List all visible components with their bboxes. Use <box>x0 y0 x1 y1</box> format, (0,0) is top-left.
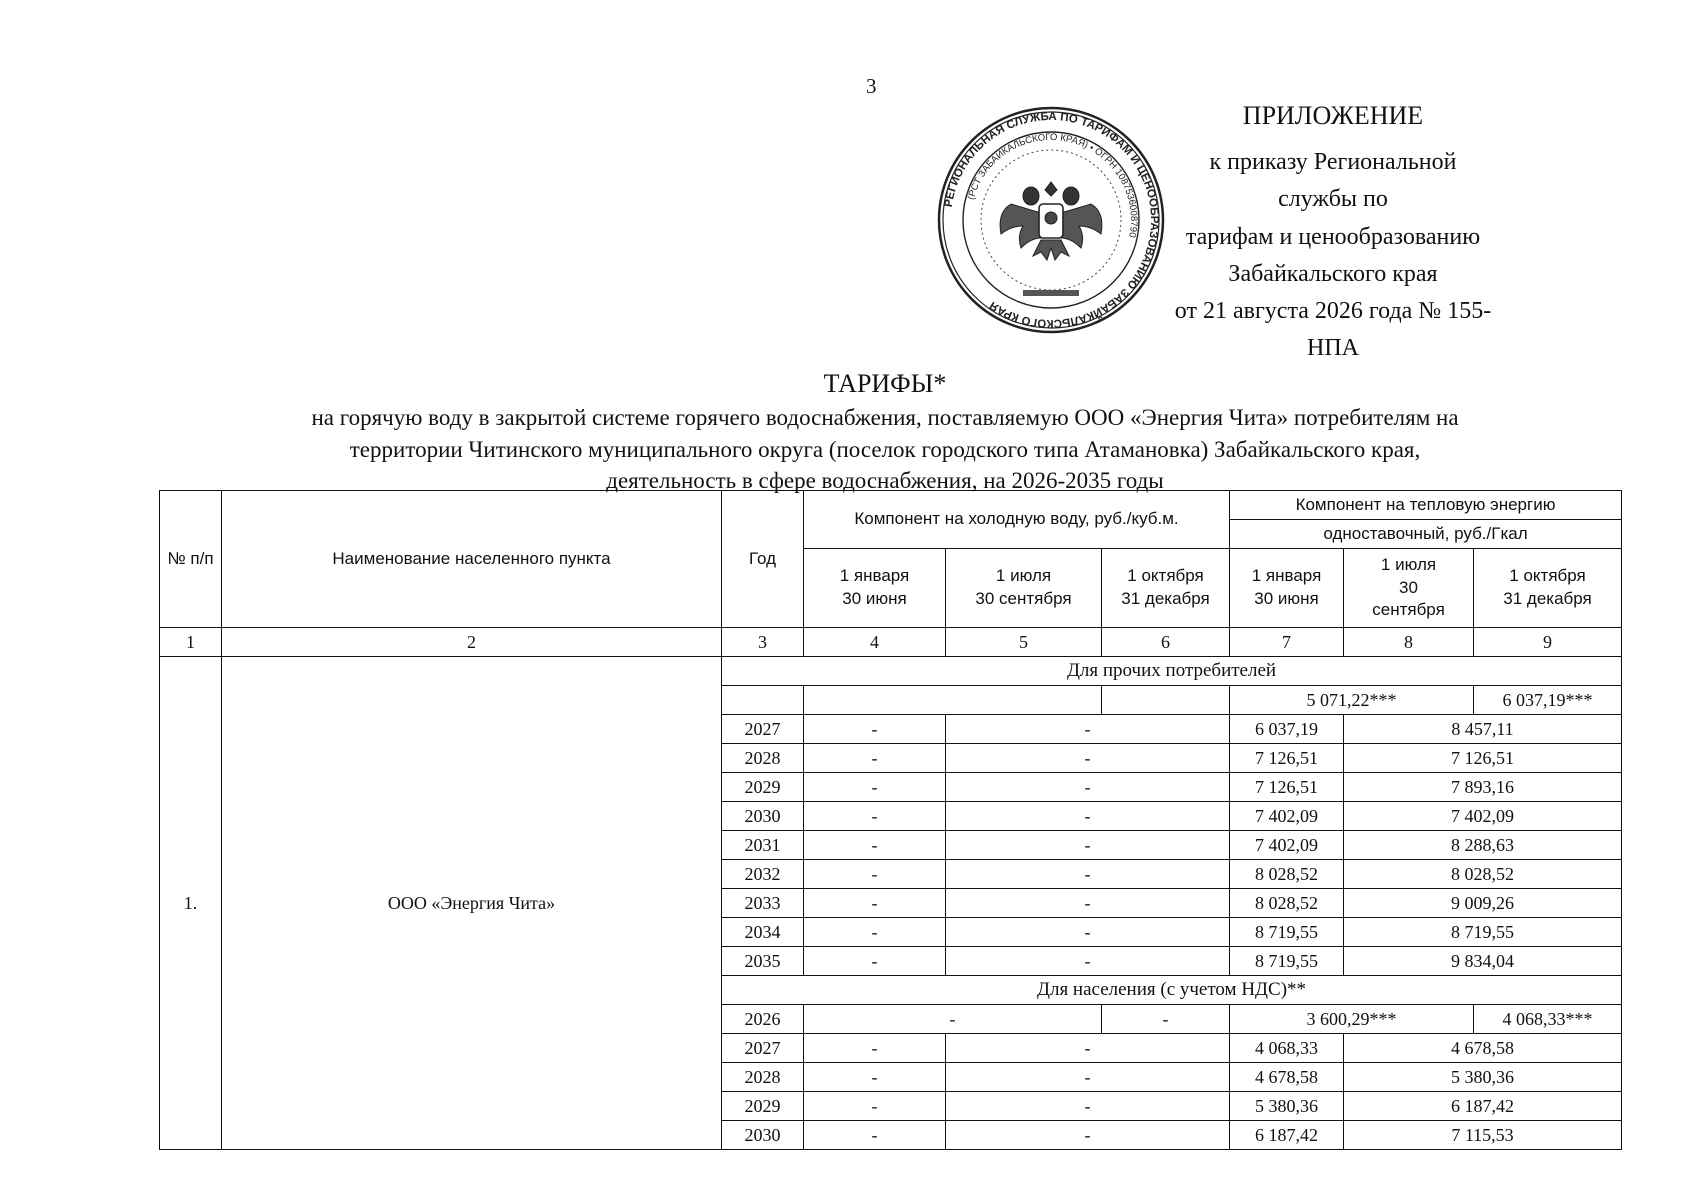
heat-cell: 7 115,53 <box>1344 1121 1622 1150</box>
cold-cell: - <box>804 947 946 976</box>
header-period: 1 июля 30 сентября <box>946 549 1102 628</box>
heat-cell: 8 028,52 <box>1230 889 1344 918</box>
double-headed-eagle-emblem <box>1000 182 1102 260</box>
heat-cell: 8 028,52 <box>1230 860 1344 889</box>
cold-cell: - <box>946 831 1230 860</box>
year-cell: 2028 <box>722 1063 804 1092</box>
heat-cell: 4 678,58 <box>1230 1063 1344 1092</box>
cold-cell: - <box>946 715 1230 744</box>
year-cell: 2026 <box>722 1005 804 1034</box>
heat-cell: 9 834,04 <box>1344 947 1622 976</box>
appendix-heading: ПРИЛОЖЕНИЕ <box>1242 101 1424 130</box>
document-subtitle-line: на горячую воду в закрытой системе горячего водоснабжения, поставляемую ООО «Энергия Чита» потребителям на <box>311 404 1459 430</box>
cold-cell: - <box>946 1063 1230 1092</box>
heat-cell: 8 028,52 <box>1344 860 1622 889</box>
col-number: 1 <box>160 628 222 657</box>
cold-cell: - <box>804 744 946 773</box>
col-number: 2 <box>222 628 722 657</box>
heat-cell: 9 009,26 <box>1344 889 1622 918</box>
heat-cell: 5 380,36 <box>1344 1063 1622 1092</box>
heat-cell: 4 678,58 <box>1344 1034 1622 1063</box>
year-cell: 2033 <box>722 889 804 918</box>
header-year: Год <box>722 491 804 628</box>
header-heat: Компонент на тепловую энергию <box>1230 491 1622 520</box>
col-number: 5 <box>946 628 1102 657</box>
official-stamp <box>935 104 1167 336</box>
col-number: 3 <box>722 628 804 657</box>
cold-cell: - <box>946 802 1230 831</box>
cold-cell <box>804 686 1102 715</box>
heat-cell: 3 600,29*** <box>1230 1005 1474 1034</box>
organization-name: ООО «Энергия Чита» <box>222 657 722 1150</box>
header-period: 1 января 30 июня <box>804 549 946 628</box>
document-subtitle-line: территории Читинского муниципального округа (поселок городского типа Атамановка) Забайкальского края, <box>349 436 1421 462</box>
header-period: 1 июля 30 сентября <box>1344 549 1474 628</box>
heat-cell: 5 071,22*** <box>1230 686 1474 715</box>
appendix-line: от 21 августа 2026 года № 155-НПА <box>1174 298 1492 362</box>
heat-cell: 7 402,09 <box>1230 802 1344 831</box>
stamp-outer-text: РЕГИОНАЛЬНАЯ СЛУЖБА ПО ТАРИФАМ И ЦЕНООБРАЗОВАНИЮ ЗАБАЙКАЛЬСКОГО КРАЯ <box>942 110 1161 330</box>
header-no: № п/п <box>160 491 222 628</box>
tariff-table <box>159 490 1622 1150</box>
stamp-inner-text: (РСТ ЗАБАЙКАЛЬСКОГО КРАЯ) • ОГРН 1087536008790 <box>965 131 1140 239</box>
cold-cell <box>1102 686 1230 715</box>
header-heat-sub: одноставочный, руб./Гкал <box>1230 520 1622 549</box>
cold-cell: - <box>804 1121 946 1150</box>
cold-cell: - <box>804 1092 946 1121</box>
heat-cell: 7 893,16 <box>1344 773 1622 802</box>
header-period: 1 января 30 июня <box>1230 549 1344 628</box>
heat-cell: 6 187,42 <box>1230 1121 1344 1150</box>
header-period: 1 октября 31 декабря <box>1102 549 1230 628</box>
cold-cell: - <box>946 1034 1230 1063</box>
row-number: 1. <box>160 657 222 1150</box>
document-title: ТАРИФЫ* <box>823 369 947 398</box>
cold-cell: - <box>804 918 946 947</box>
section-title: Для населения (с учетом НДС)** <box>722 976 1622 1005</box>
heat-cell: 8 719,55 <box>1230 947 1344 976</box>
heat-cell: 4 068,33*** <box>1474 1005 1622 1034</box>
section-title: Для прочих потребителей <box>722 657 1622 686</box>
cold-cell: - <box>946 860 1230 889</box>
appendix-line: тарифам и ценообразованию <box>1185 223 1481 250</box>
col-number: 6 <box>1102 628 1230 657</box>
heat-cell: 6 037,19 <box>1230 715 1344 744</box>
heat-cell: 7 126,51 <box>1344 744 1622 773</box>
cold-cell: - <box>804 1063 946 1092</box>
year-cell: 2028 <box>722 744 804 773</box>
cold-cell: - <box>946 947 1230 976</box>
heat-cell: 5 380,36 <box>1230 1092 1344 1121</box>
cold-cell: - <box>804 860 946 889</box>
heat-cell: 6 037,19*** <box>1474 686 1622 715</box>
cold-cell: - <box>946 773 1230 802</box>
appendix-block <box>1168 96 1498 367</box>
heat-cell: 7 402,09 <box>1344 802 1622 831</box>
heat-cell: 8 719,55 <box>1344 918 1622 947</box>
col-number: 4 <box>804 628 946 657</box>
cold-cell: - <box>946 744 1230 773</box>
year-cell: 2029 <box>722 773 804 802</box>
cold-cell: - <box>804 802 946 831</box>
cold-cell: - <box>1102 1005 1230 1034</box>
col-number: 8 <box>1344 628 1474 657</box>
year-cell: 2027 <box>722 715 804 744</box>
cold-cell: - <box>804 1005 1102 1034</box>
heat-cell: 8 719,55 <box>1230 918 1344 947</box>
year-cell: 2027 <box>722 1034 804 1063</box>
heat-cell: 7 126,51 <box>1230 773 1344 802</box>
header-period: 1 октября 31 декабря <box>1474 549 1622 628</box>
cold-cell: - <box>804 715 946 744</box>
header-name: Наименование населенного пункта <box>222 491 722 628</box>
cold-cell: - <box>804 1034 946 1063</box>
cold-cell: - <box>946 918 1230 947</box>
year-cell: 2032 <box>722 860 804 889</box>
heat-cell: 7 402,09 <box>1230 831 1344 860</box>
year-cell: 2035 <box>722 947 804 976</box>
header-cold-water: Компонент на холодную воду, руб./куб.м. <box>804 491 1230 549</box>
year-cell: 2034 <box>722 918 804 947</box>
heat-cell: 8 457,11 <box>1344 715 1622 744</box>
year-cell: 2030 <box>722 1121 804 1150</box>
year-cell: 2029 <box>722 1092 804 1121</box>
cold-cell: - <box>946 1121 1230 1150</box>
appendix-line: к приказу Региональной службы по <box>1209 149 1457 213</box>
cold-cell: - <box>946 889 1230 918</box>
document-title-block <box>150 366 1620 497</box>
col-number: 9 <box>1474 628 1622 657</box>
cold-cell: - <box>946 1092 1230 1121</box>
col-number: 7 <box>1230 628 1344 657</box>
heat-cell: 4 068,33 <box>1230 1034 1344 1063</box>
year-cell <box>722 686 804 715</box>
cold-cell: - <box>804 831 946 860</box>
year-cell: 2030 <box>722 802 804 831</box>
cold-cell: - <box>804 889 946 918</box>
heat-cell: 8 288,63 <box>1344 831 1622 860</box>
cold-cell: - <box>804 773 946 802</box>
heat-cell: 6 187,42 <box>1344 1092 1622 1121</box>
page-number: 3 <box>866 74 877 98</box>
year-cell: 2031 <box>722 831 804 860</box>
appendix-line: Забайкальского края <box>1228 260 1438 287</box>
document-subtitle-line: деятельность в сфере водоснабжения, на 2026-2035 годы <box>606 468 1164 494</box>
heat-cell: 7 126,51 <box>1230 744 1344 773</box>
